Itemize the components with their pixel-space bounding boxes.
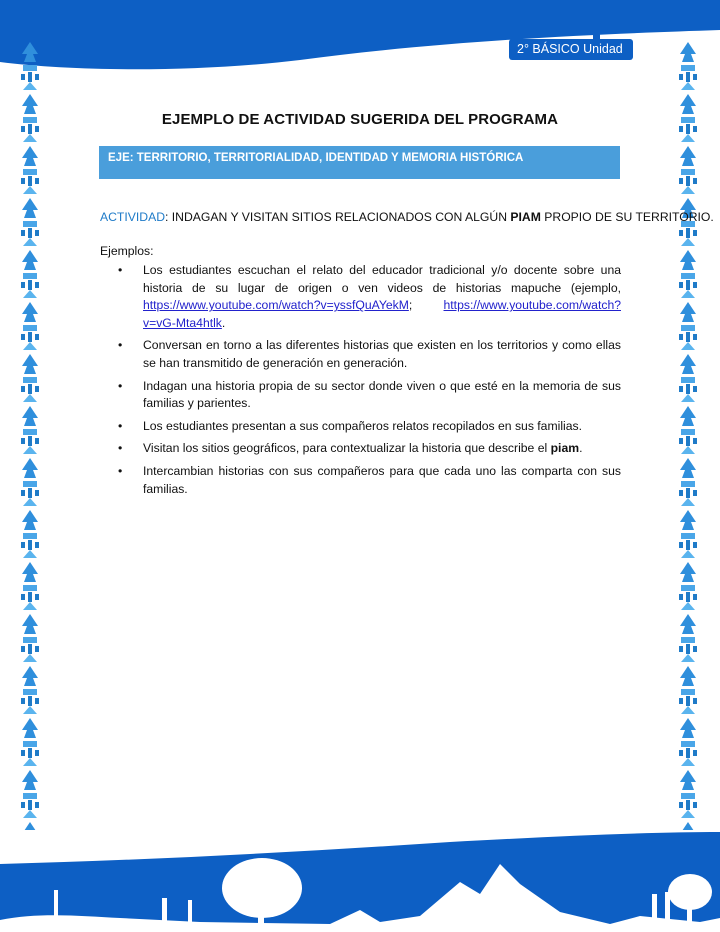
bullet-icon: •	[118, 338, 123, 353]
list-item: • Los estudiantes presentan a sus compañeros relatos recopilados en sus familias.	[100, 418, 621, 436]
examples-list	[100, 262, 621, 503]
activity-text-before: : INDAGAN Y VISITAN SITIOS RELACIONADOS CON ALGÚN	[165, 210, 511, 224]
footer-landscape	[0, 832, 720, 932]
bullet-icon: •	[118, 418, 123, 433]
left-ornament-border	[18, 40, 42, 830]
right-ornament-border	[676, 40, 700, 830]
activity-text-after: PROPIO DE SU TERRITORIO.	[540, 210, 714, 224]
grade-unit-badge: 2° BÁSICO Unidad 2	[509, 39, 633, 60]
list-item: • Visitan los sitios geográficos, para contextualizar la historia que describe el piam.	[100, 440, 621, 458]
axis-text: EJE: TERRITORIO, TERRITORIALIDAD, IDENTIDAD Y MEMORIA HISTÓRICA	[108, 152, 524, 164]
bullet-icon: •	[118, 463, 123, 478]
activity-label: ACTIVIDAD	[100, 210, 166, 224]
bullet-icon: •	[118, 263, 123, 277]
axis-banner	[99, 146, 620, 179]
list-item: • Los estudiantes escuchan el relato del educador tradicional y/o docente sobre una historia de su lugar de origen o ven videos de historias mapuche (ejemplo, https://www.youtube.com/watch?v=yssfQuAYekM; https://www.youtube.com/watch?v=vG-Mta4htlk.	[118, 263, 621, 330]
list-item: • Conversan en torno a las diferentes historias que existen en los territorios y como ellas se han transmitido de generación en generación.	[118, 338, 621, 370]
list-item: • Intercambian historias con sus compañeros para que cada uno las comparta con sus familias.	[118, 463, 621, 496]
youtube-link-2[interactable]: https://www.youtube.com/watch?v=vG-Mta4htlk	[143, 298, 621, 330]
activity-line	[100, 210, 714, 224]
page-title: EJEMPLO DE ACTIVIDAD SUGERIDA DEL PROGRAMA	[161, 111, 559, 128]
activity-bold: PIAM	[510, 210, 541, 224]
list-item: • Indagan una historia propia de su sector donde viven o que esté en la memoria de sus familias y parientes.	[118, 378, 621, 411]
examples-label: Ejemplos:	[100, 244, 154, 258]
youtube-link-1[interactable]: https://www.youtube.com/watch?v=yssfQuAYekM	[143, 298, 409, 313]
bullet-icon: •	[118, 378, 123, 393]
bullet-icon: •	[118, 441, 123, 456]
